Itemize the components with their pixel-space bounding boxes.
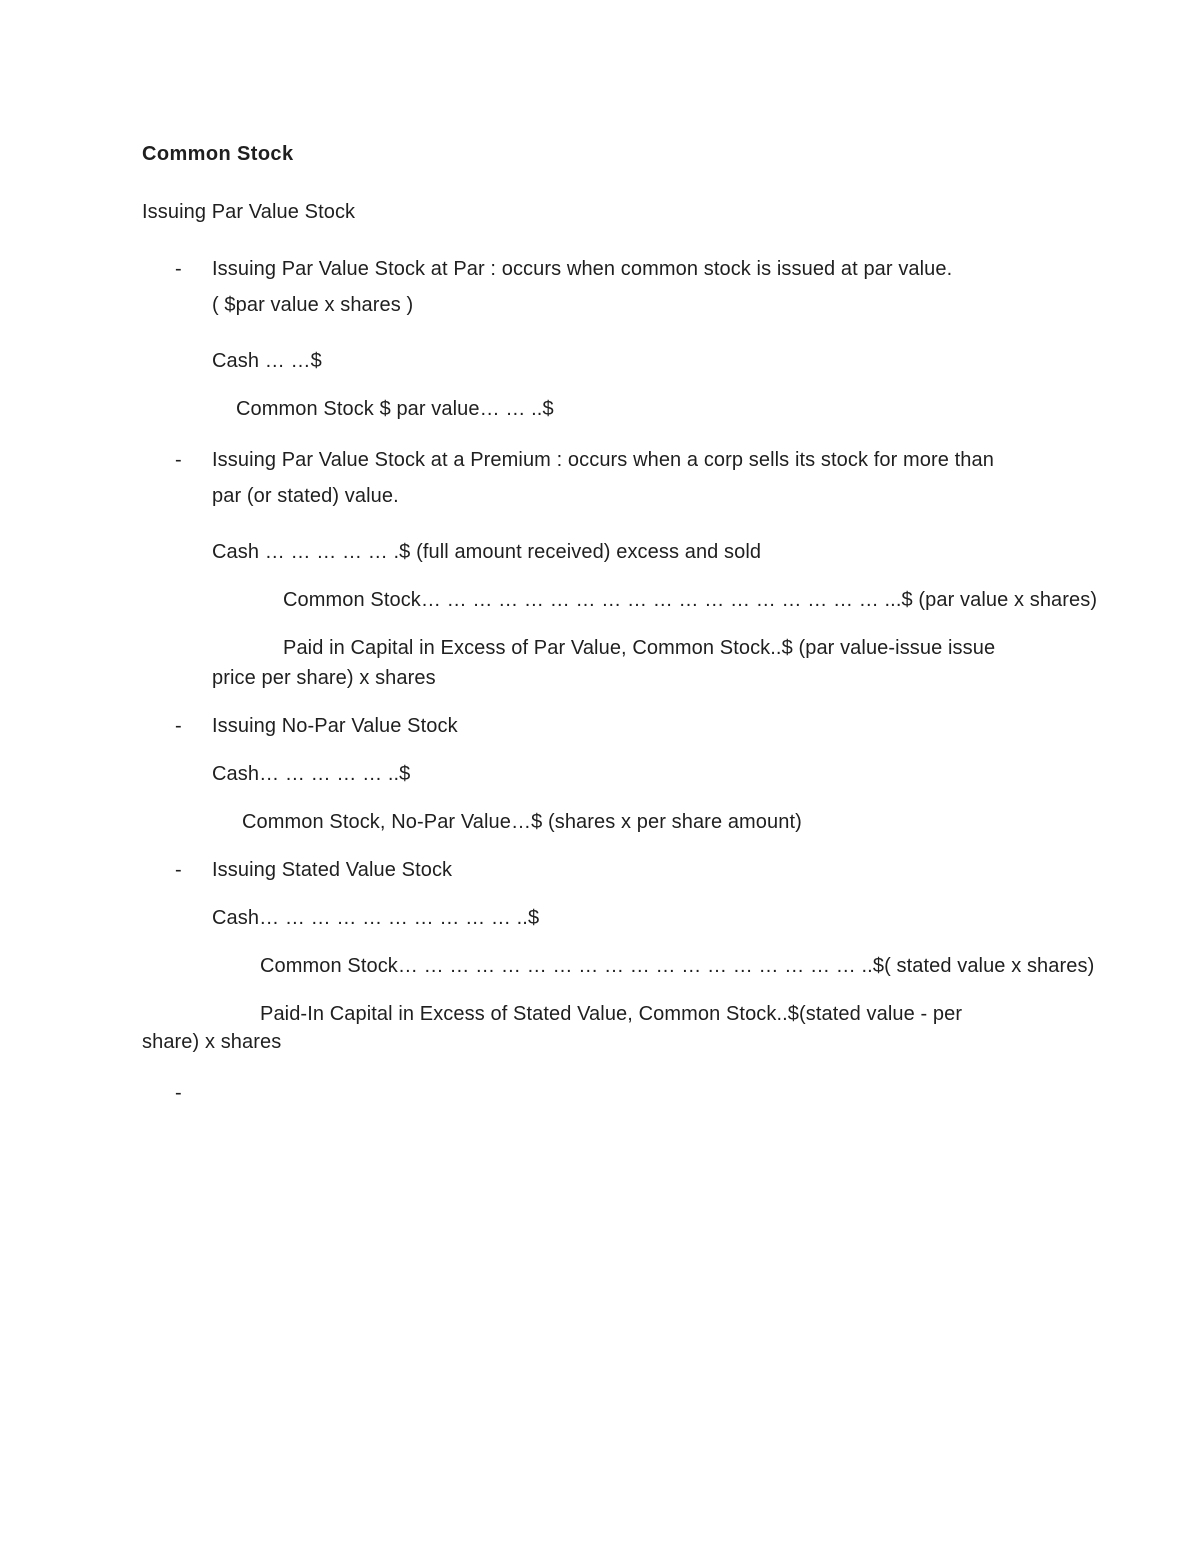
section2-entry-debit: Cash … … … … … .$ (full amount received) excess and sold [212,541,762,563]
section1-entry-debit: Cash … …$ [212,350,322,372]
section-subtitle: Issuing Par Value Stock [142,201,356,223]
section4-entry-credit2-line1: Paid-In Capital in Excess of Stated Value, Common Stock..$(stated value - per [260,1003,963,1025]
section3-entry-debit: Cash… … … … … ..$ [212,763,411,785]
section4-heading: Issuing Stated Value Stock [212,859,453,881]
section3-entry-credit: Common Stock, No-Par Value…$ (shares x per share amount) [242,811,802,833]
section2-entry-credit1: Common Stock… … … … … … … … … … … … … … … … … … ...$ (par value x shares) [283,589,1098,611]
section1-heading-line2: ( $par value x shares ) [212,294,414,316]
page-title: Common Stock [142,143,294,165]
section2-entry-credit2-line2: price per share) x shares [212,667,436,689]
bullet-dash: - [175,715,182,737]
section2-heading-line1: Issuing Par Value Stock at a Premium : occurs when a corp sells its stock for more than [212,449,994,471]
section1-heading-line1: Issuing Par Value Stock at Par : occurs when common stock is issued at par value. [212,258,953,280]
section3-heading: Issuing No-Par Value Stock [212,715,458,737]
section4-entry-debit: Cash… … … … … … … … … … ..$ [212,907,540,929]
section1-entry-credit: Common Stock $ par value… … ..$ [236,398,554,420]
bullet-dash: - [175,449,182,471]
section4-entry-credit1: Common Stock… … … … … … … … … … … … … … … … … … ..$( stated value x shares) [260,955,1095,977]
section4-entry-credit2-line2: share) x shares [142,1031,282,1053]
bullet-dash: - [175,258,182,280]
bullet-dash: - [175,859,182,881]
bullet-dash: - [175,1082,182,1104]
section2-entry-credit2-line1: Paid in Capital in Excess of Par Value, Common Stock..$ (par value-issue issue [283,637,996,659]
section2-heading-line2: par (or stated) value. [212,485,399,507]
